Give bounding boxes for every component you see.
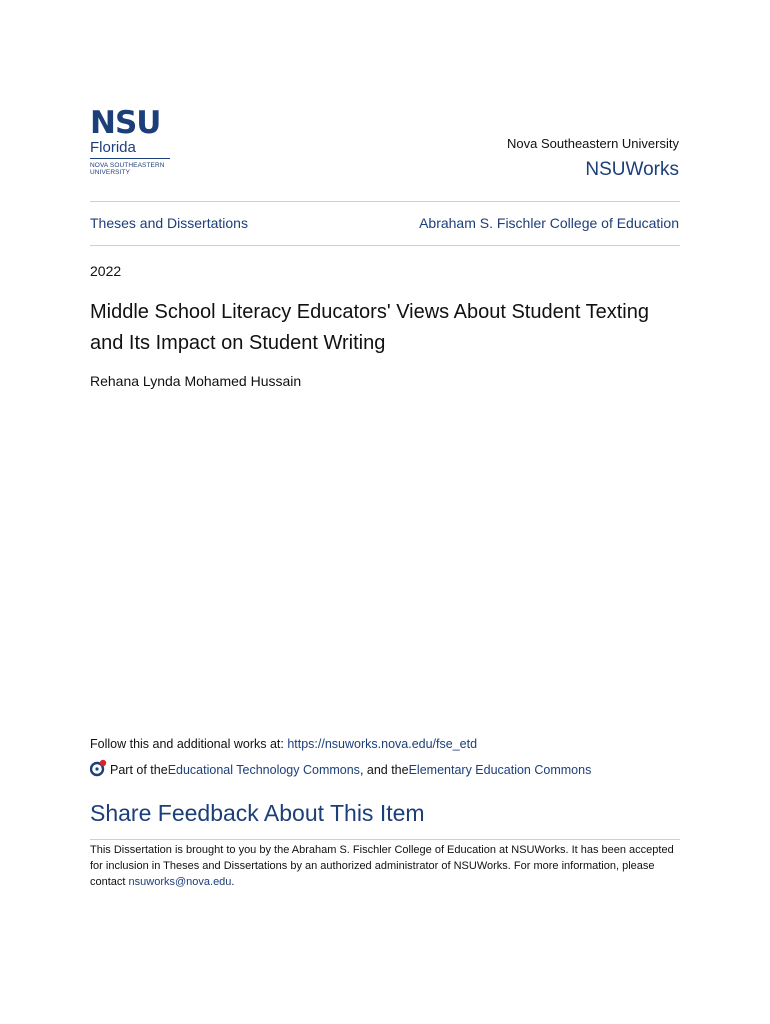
collection-url-link[interactable]: https://nsuworks.nova.edu/fse_etd <box>287 737 478 751</box>
logo-nsu-text: NSU <box>90 105 161 141</box>
share-feedback-link[interactable]: Share Feedback About This Item <box>90 800 425 826</box>
footer-divider <box>90 839 680 840</box>
footer-notice <box>90 842 680 890</box>
contact-email-link[interactable]: nsuworks@nova.edu <box>128 876 232 888</box>
footer-text: This Dissertation is brought to you by the Abraham S. Fischler College of Education at NSUWorks. It has been accepted for inclusion in Theses and Dissertations by an authorized administrator of NSUWorks. For more information, please contact <box>90 844 674 888</box>
logo-divider <box>90 158 170 159</box>
follow-prefix: Follow this and additional works at: <box>90 737 288 751</box>
bepress-commons-icon <box>90 759 108 777</box>
logo-subtext-line1: NOVA SOUTHEASTERN <box>90 162 165 169</box>
part-of-prefix: Part of the <box>110 763 168 777</box>
part-of-line <box>90 761 591 779</box>
document-title: Middle School Literacy Educators' Views About Student Texting and Its Impact on Student Writing <box>90 301 649 354</box>
logo-florida-text: Florida <box>90 139 136 156</box>
nav-divider <box>90 245 680 246</box>
university-name: Nova Southeastern University <box>507 136 679 151</box>
publication-year: 2022 <box>90 263 122 279</box>
part-of-middle: , and the <box>359 763 409 777</box>
nsu-florida-logo <box>90 105 172 176</box>
follow-line <box>90 737 477 751</box>
college-link[interactable]: Abraham S. Fischler College of Education <box>419 215 679 231</box>
educational-technology-commons-link[interactable]: Educational Technology Commons <box>167 763 360 777</box>
repository-link[interactable]: NSUWorks <box>585 159 679 180</box>
elementary-education-commons-link[interactable]: Elementary Education Commons <box>408 763 592 777</box>
logo-subtext-line2: UNIVERSITY <box>90 169 131 176</box>
theses-dissertations-link[interactable]: Theses and Dissertations <box>90 215 248 231</box>
footer-text-end: . <box>231 876 235 888</box>
logo-subtext <box>90 162 172 176</box>
top-divider <box>90 201 680 202</box>
document-author: Rehana Lynda Mohamed Hussain <box>90 373 302 389</box>
